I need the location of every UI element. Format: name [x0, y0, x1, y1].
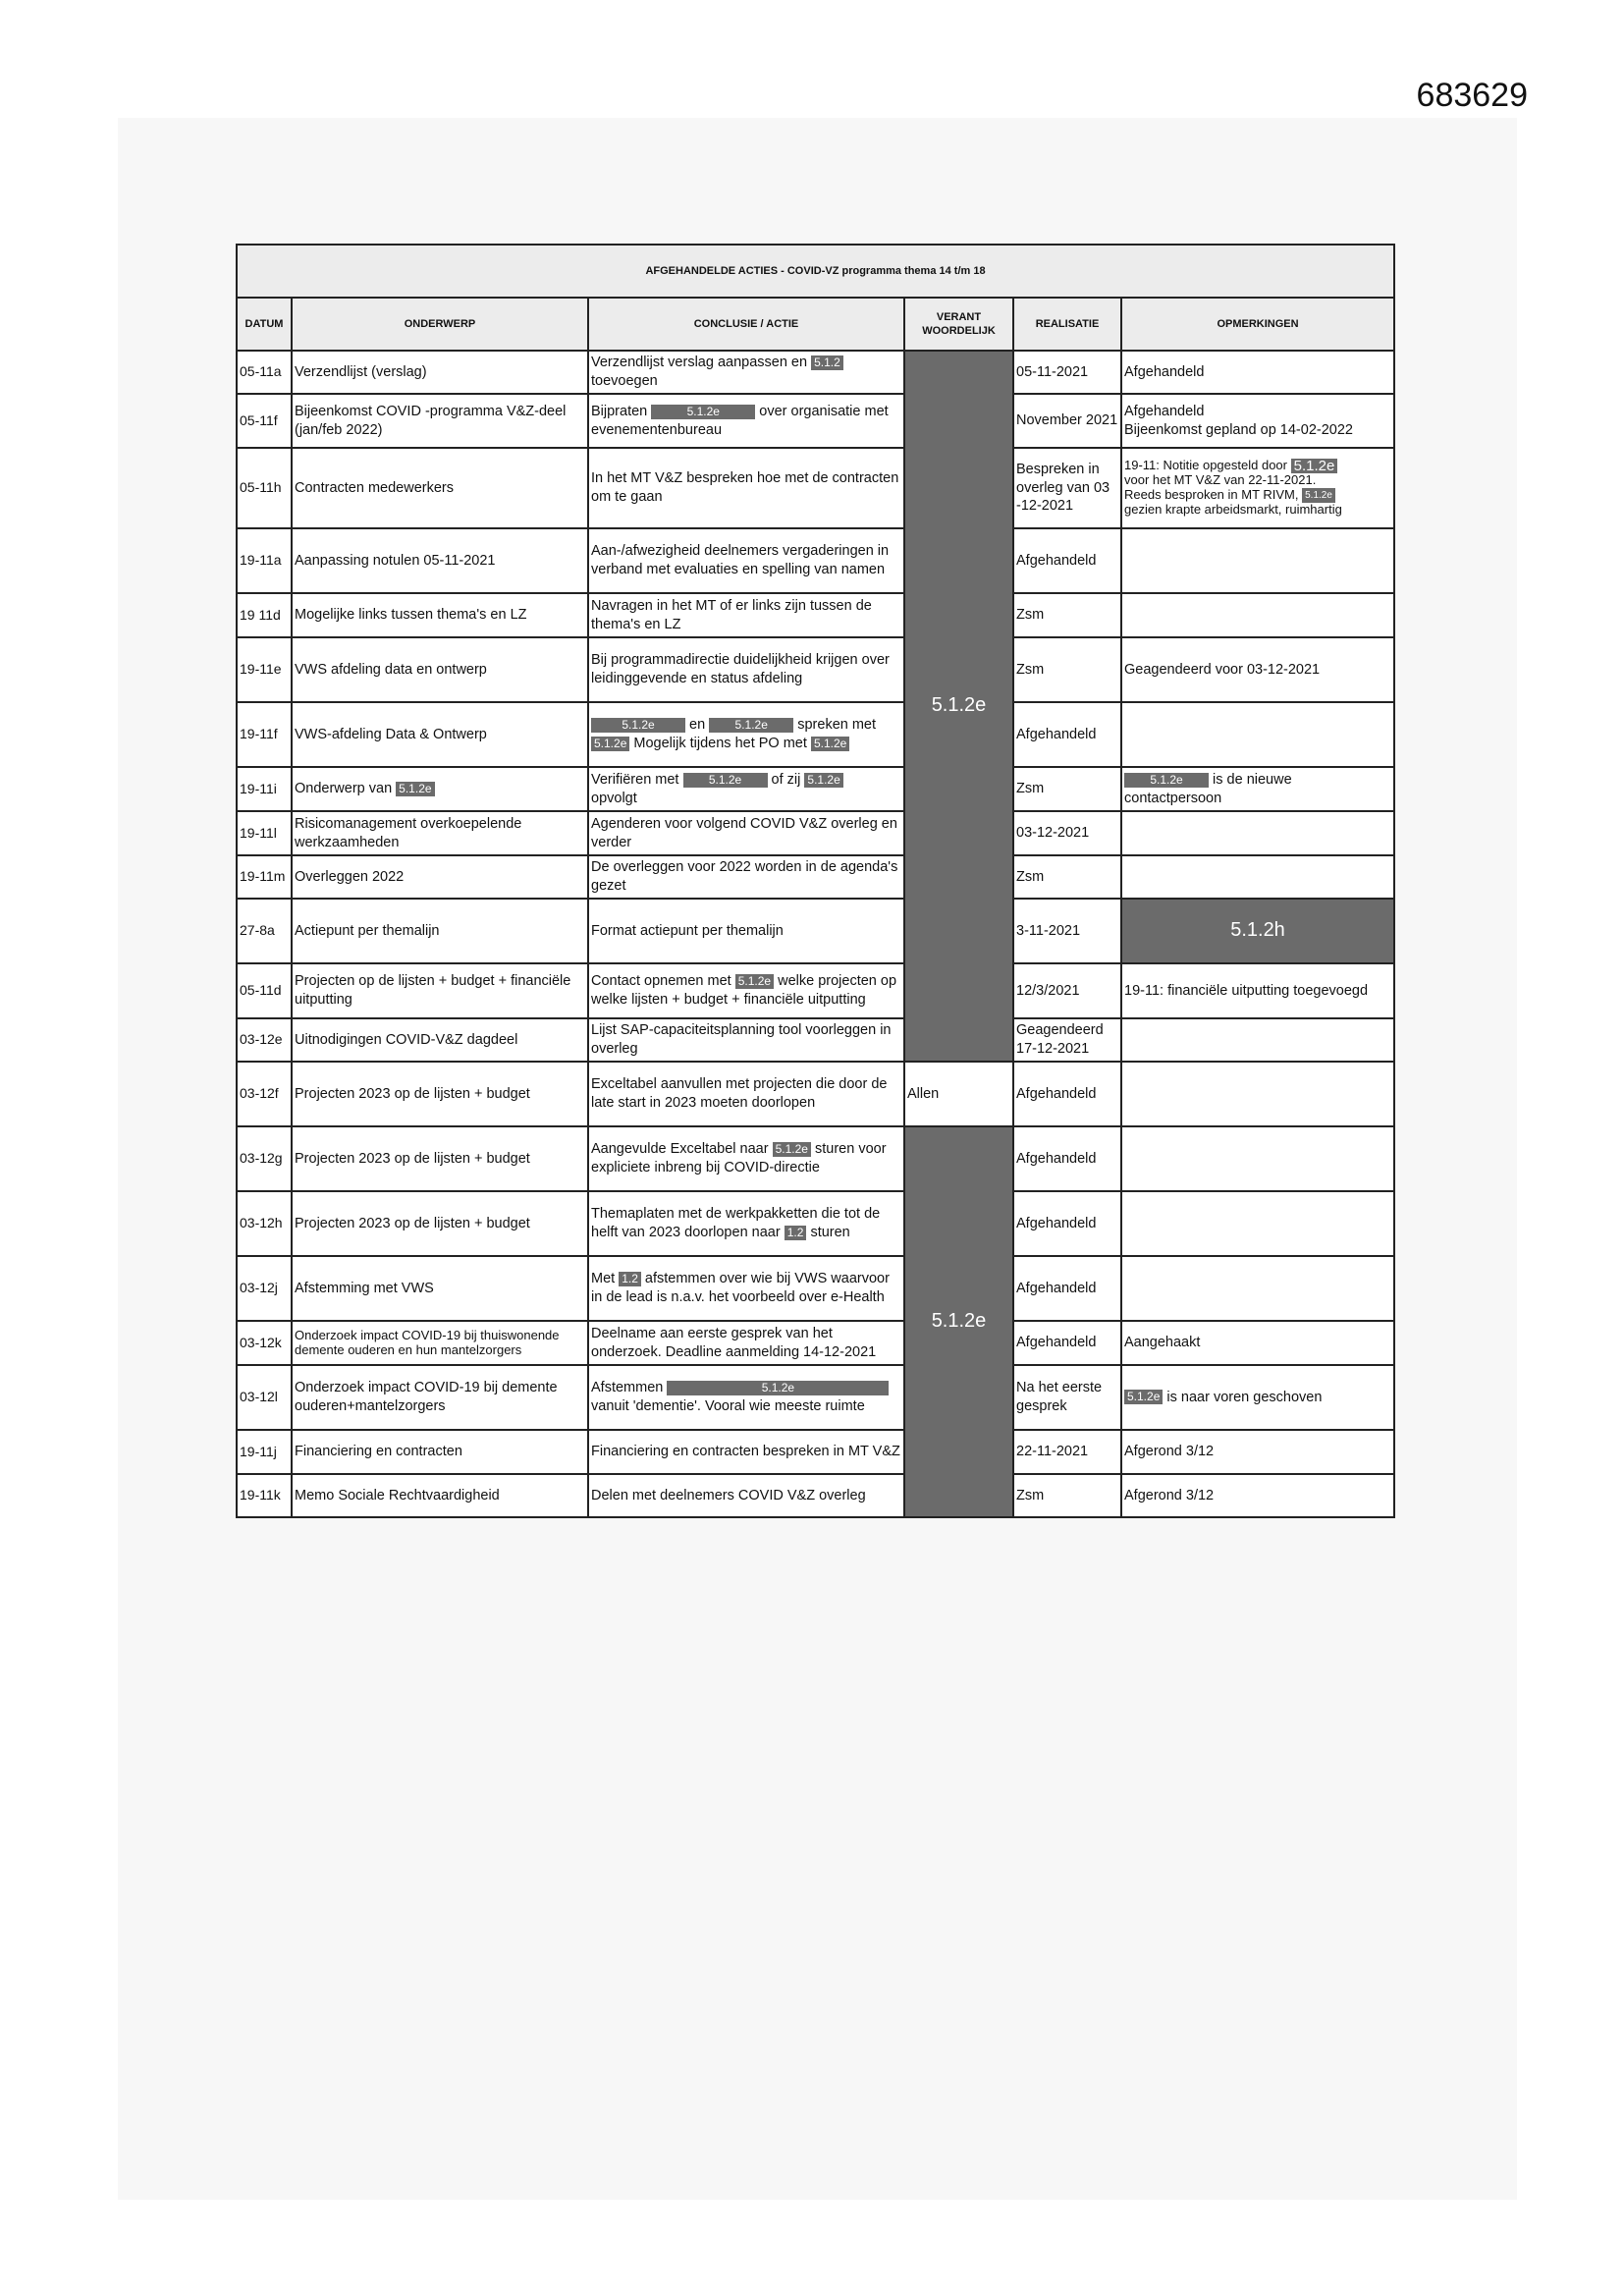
cell-onderwerp: VWS-afdeling Data & Ontwerp: [292, 702, 588, 767]
cell-opmerkingen: [1121, 1062, 1394, 1126]
cell-text: sturen voor expliciete inbreng bij COVID-directie: [591, 1141, 887, 1175]
cell-realisatie: 3-11-2021: [1013, 899, 1121, 963]
cell-text: opvolgt: [591, 790, 637, 806]
table-row: [237, 1062, 1394, 1126]
cell-conclusie: [588, 767, 904, 811]
cell-realisatie: 22-11-2021: [1013, 1430, 1121, 1474]
redaction-mark: 5.1.2e: [667, 1381, 889, 1395]
table-row: [237, 528, 1394, 593]
cell-opmerkingen: Afgehandeld: [1121, 351, 1394, 394]
cell-realisatie: 12/3/2021: [1013, 963, 1121, 1018]
verantwoordelijk-redaction-block: [904, 1126, 1013, 1517]
table-row: [237, 1126, 1394, 1191]
cell-onderwerp: Onderzoek impact COVID-19 bij demente ouderen+mantelzorgers: [292, 1365, 588, 1430]
table-row: [237, 1191, 1394, 1256]
cell-opmerkingen: [1121, 448, 1394, 528]
cell-onderwerp: Verzendlijst (verslag): [292, 351, 588, 394]
cell-verant: Allen: [904, 1062, 1013, 1126]
cell-text: Met: [591, 1271, 616, 1287]
redaction-mark: 1.2: [785, 1226, 807, 1240]
cell-text: en: [689, 717, 706, 734]
cell-realisatie: Na het eerste gesprek: [1013, 1365, 1121, 1430]
cell-datum: 19-11i: [237, 767, 292, 811]
table-row: [237, 855, 1394, 899]
cell-text: Afgehandeld: [1124, 403, 1205, 419]
cell-onderwerp: Projecten 2023 op de lijsten + budget: [292, 1126, 588, 1191]
table-row: [237, 1430, 1394, 1474]
table-row: [237, 1256, 1394, 1321]
cell-realisatie: Zsm: [1013, 767, 1121, 811]
cell-realisatie: Zsm: [1013, 855, 1121, 899]
cell-opmerkingen: [1121, 394, 1394, 448]
col-header-onderwerp: ONDERWERP: [292, 298, 588, 351]
cell-realisatie: Zsm: [1013, 1474, 1121, 1517]
cell-realisatie: Zsm: [1013, 593, 1121, 637]
redaction-mark: 5.1.2e: [1291, 459, 1338, 473]
cell-datum: 05-11h: [237, 448, 292, 528]
cell-opmerkingen: [1121, 1365, 1394, 1430]
table-row: [237, 899, 1394, 963]
table-row: [237, 1474, 1394, 1517]
cell-datum: 19-11k: [237, 1474, 292, 1517]
cell-text: of zij: [771, 771, 801, 788]
cell-realisatie: Afgehandeld: [1013, 1126, 1121, 1191]
col-header-opmerkingen: OPMERKINGEN: [1121, 298, 1394, 351]
cell-realisatie: Afgehandeld: [1013, 1321, 1121, 1365]
cell-text: Contact opnemen met: [591, 973, 731, 990]
cell-datum: 03-12g: [237, 1126, 292, 1191]
cell-opmerkingen: [1121, 593, 1394, 637]
table-row: [237, 1321, 1394, 1365]
cell-realisatie: Afgehandeld: [1013, 1256, 1121, 1321]
cell-onderwerp: Actiepunt per themalijn: [292, 899, 588, 963]
cell-text: spreken met: [797, 717, 877, 734]
cell-realisatie: Afgehandeld: [1013, 528, 1121, 593]
cell-conclusie: Bij programmadirectie duidelijkheid krijgen over leidinggevende en status afdeling: [588, 637, 904, 702]
cell-text: is naar voren geschoven: [1166, 1389, 1323, 1405]
cell-onderwerp: Projecten 2023 op de lijsten + budget: [292, 1191, 588, 1256]
cell-datum: 05-11f: [237, 394, 292, 448]
redaction-mark: 5.1.2e: [1302, 488, 1335, 503]
redaction-mark: 5.1.2e: [591, 718, 685, 733]
cell-datum: 05-11a: [237, 351, 292, 394]
cell-onderwerp: VWS afdeling data en ontwerp: [292, 637, 588, 702]
cell-text: sturen: [810, 1225, 850, 1240]
cell-conclusie: Financiering en contracten bespreken in MT V&Z: [588, 1430, 904, 1474]
cell-text: Aangevulde Exceltabel naar: [591, 1141, 769, 1158]
cell-opmerkingen: [1121, 528, 1394, 593]
cell-text: Mogelijk tijdens het PO met: [633, 736, 807, 751]
cell-text: Onderwerp van: [295, 781, 393, 797]
cell-conclusie: Agenderen voor volgend COVID V&Z overleg en verder: [588, 811, 904, 855]
cell-realisatie: 05-11-2021: [1013, 351, 1121, 394]
cell-datum: 03-12f: [237, 1062, 292, 1126]
table-row: [237, 593, 1394, 637]
redaction-mark: 5.1.2e: [1124, 773, 1209, 788]
redaction-mark: 5.1.2e: [773, 1142, 811, 1157]
cell-opmerkingen: Geagendeerd voor 03-12-2021: [1121, 637, 1394, 702]
cell-opmerkingen: Afgerond 3/12: [1121, 1430, 1394, 1474]
cell-text: contactpersoon: [1124, 790, 1222, 806]
cell-text: voor het MT V&Z van 22-11-2021.: [1124, 472, 1317, 488]
cell-datum: 03-12l: [237, 1365, 292, 1430]
cell-conclusie: Lijst SAP-capaciteitsplanning tool voorleggen in overleg: [588, 1018, 904, 1062]
cell-text: afstemmen over wie bij VWS waarvoor in de lead is n.a.v. het voorbeeld over e-Health: [591, 1271, 890, 1305]
table-row: [237, 702, 1394, 767]
cell-onderwerp: Overleggen 2022: [292, 855, 588, 899]
cell-text: toevoegen: [591, 373, 658, 389]
cell-opmerkingen: [1121, 702, 1394, 767]
document-number: 683629: [1416, 77, 1528, 114]
cell-onderwerp: Uitnodigingen COVID-V&Z dagdeel: [292, 1018, 588, 1062]
cell-opmerkingen: [1121, 1126, 1394, 1191]
cell-realisatie: Afgehandeld: [1013, 702, 1121, 767]
redaction-mark: 5.1.2e: [1124, 1390, 1163, 1404]
cell-conclusie: Delen met deelnemers COVID V&Z overleg: [588, 1474, 904, 1517]
redaction-mark: 5.1.2e: [811, 737, 849, 751]
cell-text: is de nieuwe: [1213, 771, 1292, 788]
cell-realisatie: November 2021: [1013, 394, 1121, 448]
cell-datum: 03-12e: [237, 1018, 292, 1062]
redaction-mark: 5.1.2: [811, 355, 843, 370]
cell-datum: 19-11f: [237, 702, 292, 767]
actions-table: [236, 244, 1395, 1518]
cell-conclusie: De overleggen voor 2022 worden in de agenda's gezet: [588, 855, 904, 899]
cell-text: Reeds besproken in MT RIVM,: [1124, 487, 1299, 502]
cell-conclusie: In het MT V&Z bespreken hoe met de contracten om te gaan: [588, 448, 904, 528]
cell-datum: 03-12h: [237, 1191, 292, 1256]
table-row: [237, 448, 1394, 528]
cell-text: welke projecten op welke lijsten + budget + financiële uitputting: [591, 973, 897, 1008]
redaction-mark: 5.1.2e: [804, 773, 842, 788]
cell-conclusie: [588, 394, 904, 448]
cell-conclusie: [588, 1126, 904, 1191]
cell-conclusie: [588, 1365, 904, 1430]
cell-text: gezien krapte arbeidsmarkt, ruimhartig: [1124, 502, 1342, 518]
cell-datum: 19-11a: [237, 528, 292, 593]
cell-realisatie: Zsm: [1013, 637, 1121, 702]
cell-datum: 05-11d: [237, 963, 292, 1018]
cell-onderwerp: Aanpassing notulen 05-11-2021: [292, 528, 588, 593]
cell-onderwerp: Projecten op de lijsten + budget + financiële uitputting: [292, 963, 588, 1018]
cell-opmerkingen: [1121, 767, 1394, 811]
col-header-conclusie: CONCLUSIE / ACTIE: [588, 298, 904, 351]
cell-text: Themaplaten met de werkpakketten die tot de helft van 2023 doorlopen naar: [591, 1206, 881, 1240]
cell-datum: 03-12k: [237, 1321, 292, 1365]
cell-opmerkingen: 19-11: financiële uitputting toegevoegd: [1121, 963, 1394, 1018]
redaction-mark: 5.1.2e: [683, 773, 768, 788]
cell-text: Bijeenkomst gepland op 14-02-2022: [1124, 421, 1353, 438]
cell-opmerkingen-redacted: 5.1.2h: [1121, 899, 1394, 963]
cell-opmerkingen: Aangehaakt: [1121, 1321, 1394, 1365]
redaction-mark: 5.1.2e: [591, 737, 629, 751]
table-row: [237, 963, 1394, 1018]
cell-onderwerp: Afstemming met VWS: [292, 1256, 588, 1321]
table-row: [237, 351, 1394, 394]
redaction-mark: 1.2: [619, 1272, 641, 1286]
cell-conclusie: Exceltabel aanvullen met projecten die door de late start in 2023 moeten doorlopen: [588, 1062, 904, 1126]
cell-datum: 19-11l: [237, 811, 292, 855]
cell-opmerkingen: [1121, 1191, 1394, 1256]
cell-realisatie: 03-12-2021: [1013, 811, 1121, 855]
redaction-label: 5.1.2e: [931, 694, 987, 717]
table-title: AFGEHANDELDE ACTIES - COVID-VZ programma thema 14 t/m 18: [237, 245, 1394, 298]
cell-conclusie: [588, 702, 904, 767]
cell-datum: 19 11d: [237, 593, 292, 637]
cell-opmerkingen: [1121, 1018, 1394, 1062]
cell-text: Bijpraten: [591, 403, 648, 419]
cell-onderwerp: Risicomanagement overkoepelende werkzaamheden: [292, 811, 588, 855]
col-header-realisatie: REALISATIE: [1013, 298, 1121, 351]
cell-opmerkingen: Afgerond 3/12: [1121, 1474, 1394, 1517]
cell-conclusie: Format actiepunt per themalijn: [588, 899, 904, 963]
table-row: [237, 637, 1394, 702]
cell-realisatie: Afgehandeld: [1013, 1062, 1121, 1126]
table-row: [237, 1365, 1394, 1430]
cell-text: Verifiëren met: [591, 771, 679, 788]
cell-datum: 19-11m: [237, 855, 292, 899]
redaction-mark: 5.1.2e: [735, 974, 774, 989]
cell-onderwerp: [292, 767, 588, 811]
cell-conclusie: Aan-/afwezigheid deelnemers vergaderingen in verband met evaluaties en spelling van namen: [588, 528, 904, 593]
cell-conclusie: Navragen in het MT of er links zijn tussen de thema's en LZ: [588, 593, 904, 637]
header-row: [237, 298, 1394, 351]
cell-conclusie: [588, 963, 904, 1018]
table-row: [237, 1018, 1394, 1062]
cell-conclusie: [588, 351, 904, 394]
cell-onderwerp: Contracten medewerkers: [292, 448, 588, 528]
cell-realisatie: Afgehandeld: [1013, 1191, 1121, 1256]
cell-datum: 19-11j: [237, 1430, 292, 1474]
cell-opmerkingen: [1121, 811, 1394, 855]
cell-text: 19-11: Notitie opgesteld door: [1124, 458, 1287, 472]
redaction-mark: 5.1.2e: [709, 718, 793, 733]
cell-conclusie: Deelname aan eerste gesprek van het onderzoek. Deadline aanmelding 14-12-2021: [588, 1321, 904, 1365]
cell-conclusie: [588, 1256, 904, 1321]
cell-text: over organisatie met evenementenbureau: [591, 403, 889, 438]
cell-onderwerp: Financiering en contracten: [292, 1430, 588, 1474]
cell-onderwerp: Bijeenkomst COVID -programma V&Z-deel (jan/feb 2022): [292, 394, 588, 448]
cell-datum: 03-12j: [237, 1256, 292, 1321]
cell-onderwerp: Memo Sociale Rechtvaardigheid: [292, 1474, 588, 1517]
col-header-datum: DATUM: [237, 298, 292, 351]
cell-conclusie: [588, 1191, 904, 1256]
cell-text: Afstemmen: [591, 1380, 664, 1396]
col-header-verant: VERANT WOORDELIJK: [904, 298, 1013, 351]
table-row: [237, 767, 1394, 811]
redaction-mark: 5.1.2e: [651, 405, 755, 419]
cell-realisatie: Geagendeerd 17-12-2021: [1013, 1018, 1121, 1062]
table-row: [237, 394, 1394, 448]
verantwoordelijk-redaction-block: [904, 351, 1013, 1062]
cell-datum: 19-11e: [237, 637, 292, 702]
cell-opmerkingen: [1121, 855, 1394, 899]
cell-onderwerp: Projecten 2023 op de lijsten + budget: [292, 1062, 588, 1126]
cell-onderwerp: Mogelijke links tussen thema's en LZ: [292, 593, 588, 637]
cell-datum: 27-8a: [237, 899, 292, 963]
table-row: [237, 811, 1394, 855]
cell-onderwerp: Onderzoek impact COVID-19 bij thuiswonende demente ouderen en hun mantelzorgers: [292, 1321, 588, 1365]
redaction-label: 5.1.2e: [931, 1310, 987, 1333]
redaction-mark: 5.1.2e: [396, 782, 434, 796]
cell-realisatie: Bespreken in overleg van 03 -12-2021: [1013, 448, 1121, 528]
cell-opmerkingen: [1121, 1256, 1394, 1321]
cell-text: Verzendlijst verslag aanpassen en: [591, 355, 808, 371]
cell-text: vanuit 'dementie'. Vooral wie meeste ruimte: [591, 1398, 865, 1414]
